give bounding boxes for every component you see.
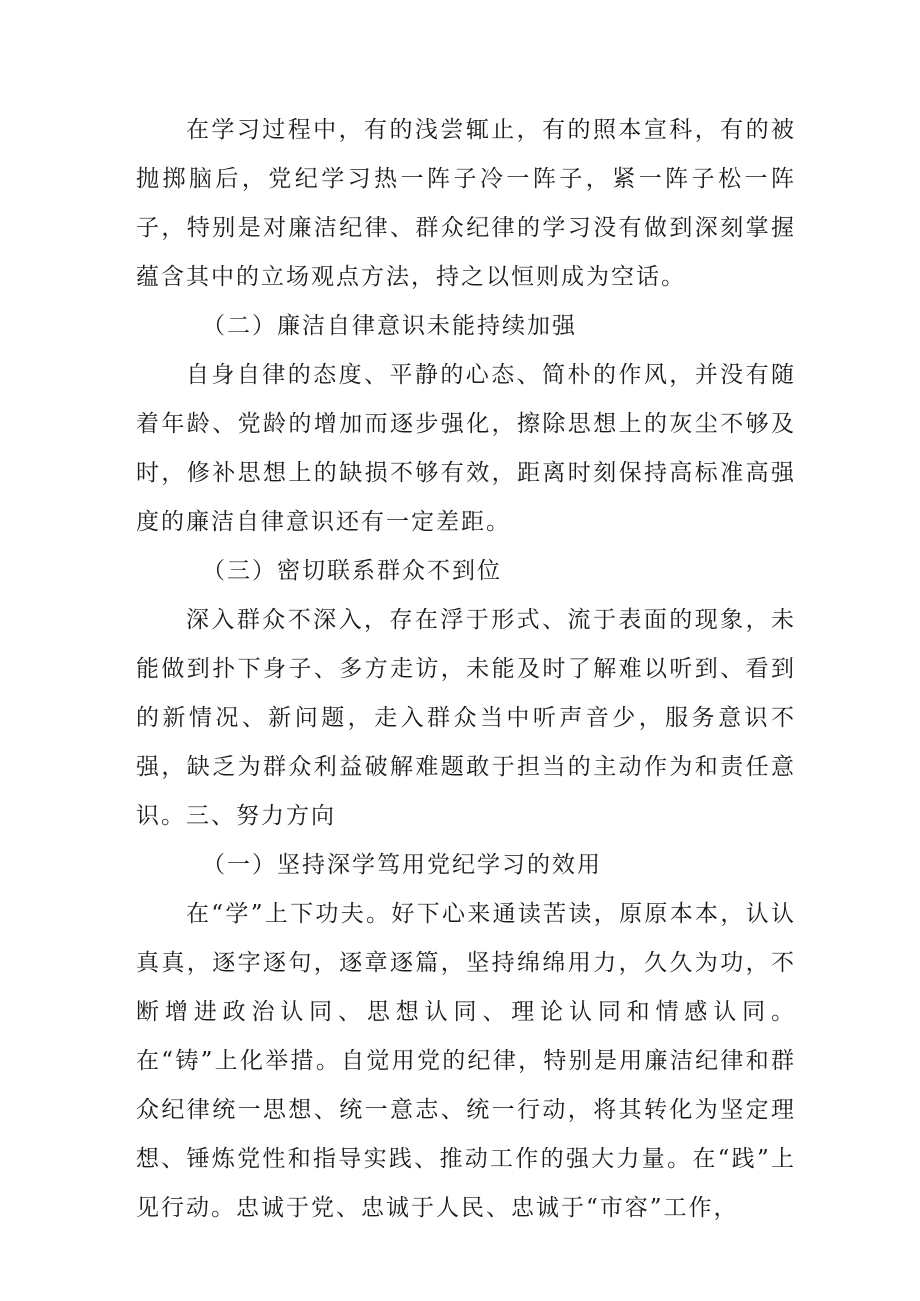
paragraph-contact-masses: 深入群众不深入，存在浮于形式、流于表面的现象，未能做到扑下身子、多方走访，未能及时了解难以听到、看到的新情况、新问题，走入群众当中听声音少，服务意识不强，缺乏为群众利益破解难题敢于担当的主动作为和责任意识。: [136, 607, 796, 829]
paragraph-study-problems: 在学习过程中，有的浅尝辄止，有的照本宣科，有的被抛掷脑后，党纪学习热一阵子冷一阵子，紧一阵子松一阵子，特别是对廉洁纪律、群众纪律的学习没有做到深刻掌握蕴含其中的立场观点方法，持之以恒则成为空话。: [136, 117, 796, 290]
paragraph-integrity-awareness: 自身自律的态度、平静的心态、简朴的作风，并没有随着年龄、党龄的增加而逐步强化，擦除思想上的灰尘不够及时，修补思想上的缺损不够有效，距离时刻保持高标准高强度的廉洁自律意识还有一定差距。: [136, 362, 796, 535]
heading-direction: 三、努力方向: [186, 803, 336, 829]
paragraph-study-effect: 在“学”上下功夫。好下心来通读苦读，原原本本，认认真真，逐字逐句，逐章逐篇，坚持绵绵用力，久久为功，不断增进政治认同、思想认同、理论认同和情感认同。在“铸”上化举措。自觉用党的纪律，特别是用廉洁纪律和群众纪律统一思想、统一意志、统一行动，将其转化为坚定理想、锤炼党性和指导实践、推动工作的强大力量。在“践”上见行动。忠诚于党、忠诚于人民、忠诚于“市容”工作，: [136, 901, 796, 1221]
subheading-contact-masses: （三）密切联系群众不到位: [202, 558, 502, 584]
subheading-study-effect: （一）坚持深学笃用党纪学习的效用: [202, 852, 602, 878]
subheading-integrity-awareness: （二）廉洁自律意识未能持续加强: [202, 313, 577, 339]
